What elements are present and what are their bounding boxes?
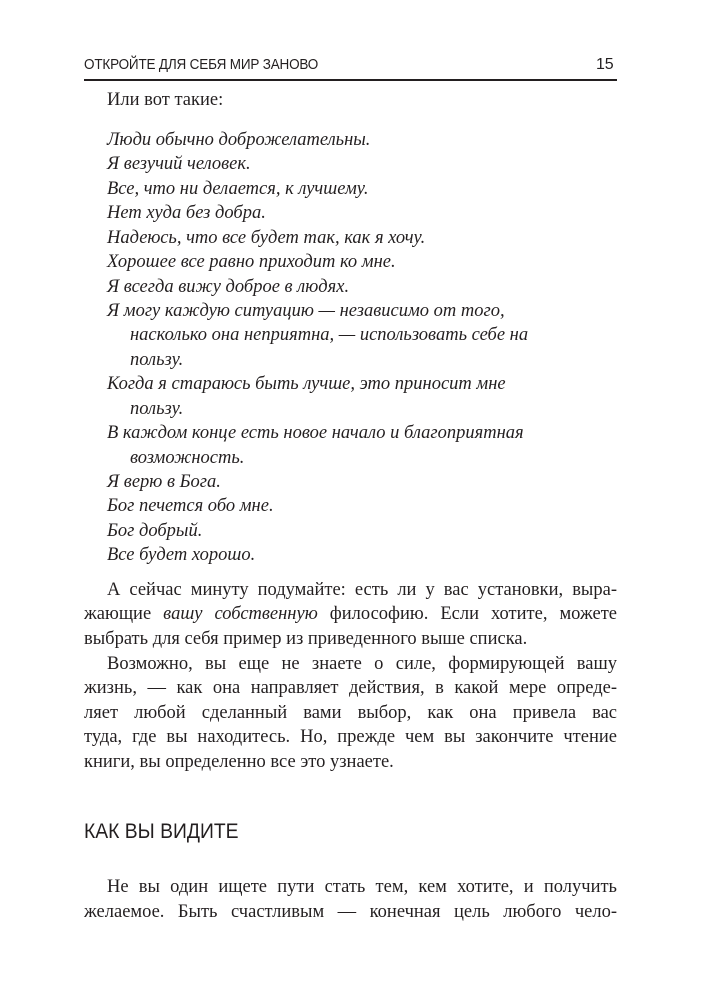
text: жающие — [84, 604, 164, 624]
belief-line: Бог печется обо мне. — [107, 496, 274, 516]
header-rule — [84, 79, 617, 81]
belief-line: Надеюсь, что все будет так, как я хочу. — [107, 228, 426, 248]
belief-line: Бог добрый. — [107, 521, 203, 541]
belief-line: возможность. — [130, 448, 245, 468]
belief-line: Я везучий человек. — [107, 154, 251, 174]
belief-line: Когда я стараюсь быть лучше, это приносит мне — [107, 374, 506, 394]
paragraph-line: ляет любой сделанный вами выбор, как она привела вас — [84, 703, 617, 723]
paragraph-line: Не вы один ищете пути стать тем, кем хотите, и получить — [107, 877, 617, 897]
belief-line: Хорошее все равно приходит ко мне. — [107, 252, 396, 272]
intro-line: Или вот такие: — [107, 90, 224, 110]
paragraph-line — [84, 603, 617, 625]
paragraph-line: жизнь, — как она направляет действия, в какой мере опреде- — [84, 678, 617, 698]
belief-line: Я всегда вижу доброе в людях. — [107, 277, 350, 297]
belief-line: Я верю в Бога. — [107, 472, 221, 492]
running-header-title: ОТКРОЙТЕ ДЛЯ СЕБЯ МИР ЗАНОВО — [84, 56, 319, 73]
belief-line: Люди обычно доброжелательны. — [107, 130, 371, 150]
belief-line: Я могу каждую ситуацию — независимо от того, — [107, 301, 505, 321]
belief-line: Все, что ни делается, к лучшему. — [107, 179, 369, 199]
belief-line: пользу. — [130, 399, 184, 419]
page-number: 15 — [596, 56, 614, 73]
paragraph-line: А сейчас минуту подумайте: есть ли у вас установки, выра- — [107, 580, 617, 600]
emphasis: вашу собственную — [163, 604, 318, 624]
paragraph-line: книги, вы определенно все это узнаете. — [84, 752, 394, 772]
paragraph-line: желаемое. Быть счастливым — конечная цель любого чело- — [84, 902, 617, 922]
paragraph-line: выбрать для себя пример из приведенного выше списка. — [84, 629, 528, 649]
text: философию. Если хотите, можете — [317, 604, 617, 624]
belief-line: В каждом конце есть новое начало и благоприятная — [107, 423, 524, 443]
belief-line: пользу. — [130, 350, 184, 370]
paragraph-line: Возможно, вы еще не знаете о силе, формирующей вашу — [107, 654, 617, 674]
belief-line: Все будет хорошо. — [107, 545, 256, 565]
belief-line: насколько она неприятна, — использовать себе на — [130, 325, 529, 345]
section-heading: КАК ВЫ ВИДИТЕ — [84, 820, 239, 843]
belief-line: Нет худа без добра. — [107, 203, 266, 223]
paragraph-line: туда, где вы находитесь. Но, прежде чем вы закончите чтение — [84, 727, 617, 747]
